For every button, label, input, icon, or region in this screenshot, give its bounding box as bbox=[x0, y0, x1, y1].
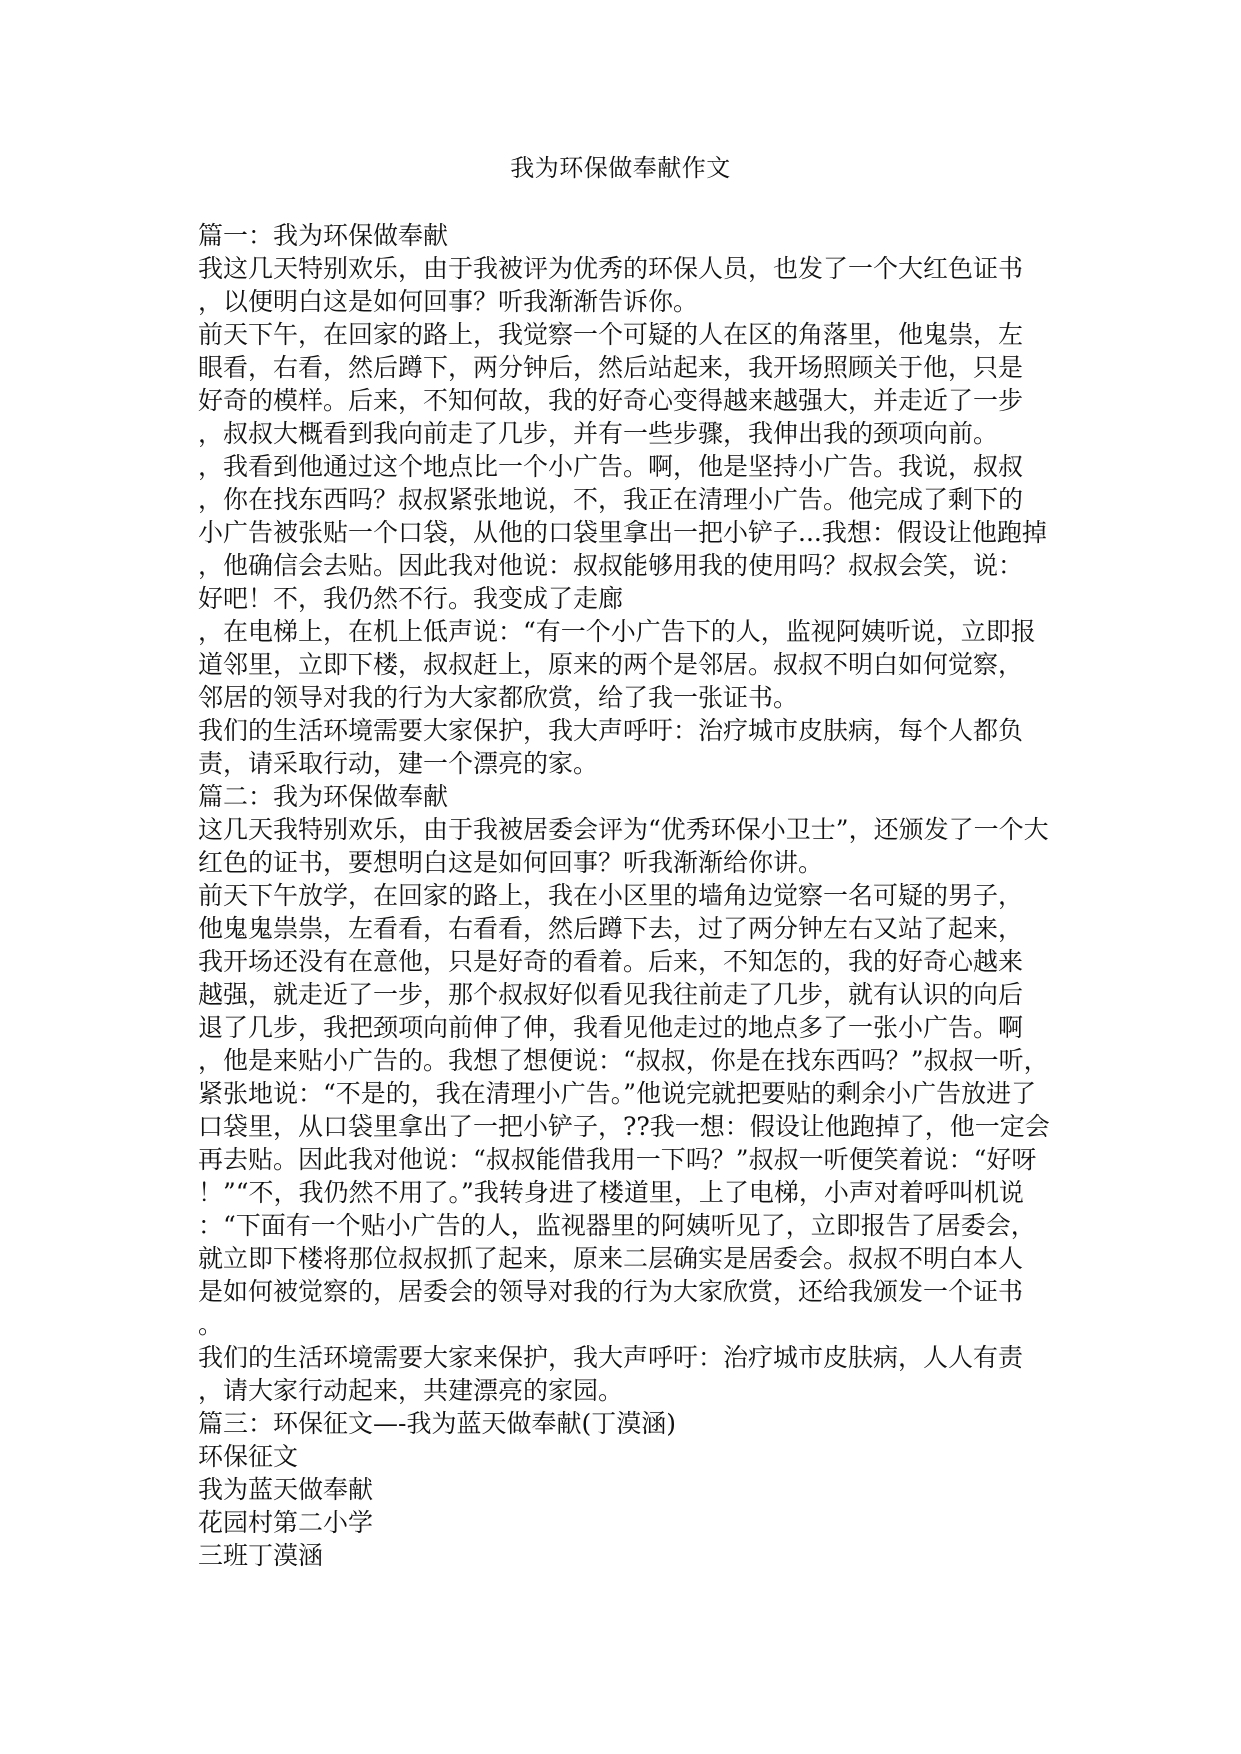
body-line: 退了几步，我把颈项向前伸了伸，我看见他走过的地点多了一张小广告。啊 bbox=[198, 1013, 1024, 1042]
body-line: 他鬼鬼祟祟，左看看，右看看，然后蹲下去，过了两分钟左右又站了起来， bbox=[198, 914, 1024, 943]
body-line: 好奇的模样。后来，不知何故，我的好奇心变得越来越强大，并走近了一步 bbox=[198, 386, 1024, 415]
body-line: 篇三：环保征文—-我为蓝天做奉献(丁漠涵) bbox=[198, 1409, 676, 1438]
body-line: 环保征文 bbox=[198, 1442, 299, 1471]
body-line: ，请大家行动起来，共建漂亮的家园。 bbox=[198, 1376, 624, 1405]
body-line: 红色的证书，要想明白这是如何回事？听我渐渐给你讲。 bbox=[198, 848, 824, 877]
body-line: 好吧！不，我仍然不行。我变成了走廊 bbox=[198, 584, 624, 613]
body-line: 眼看，右看，然后蹲下，两分钟后，然后站起来，我开场照顾关于他，只是 bbox=[198, 353, 1024, 382]
body-line: 道邻里，立即下楼，叔叔赶上，原来的两个是邻居。叔叔不明白如何觉察， bbox=[198, 650, 1024, 679]
body-line: 我这几天特别欢乐，由于我被评为优秀的环保人员，也发了一个大红色证书 bbox=[198, 254, 1024, 283]
body-line: 就立即下楼将那位叔叔抓了起来，原来二层确实是居委会。叔叔不明白本人 bbox=[198, 1244, 1024, 1273]
body-line: 我们的生活环境需要大家来保护，我大声呼吁：治疗城市皮肤病，人人有责 bbox=[198, 1343, 1024, 1372]
body-line: 邻居的领导对我的行为大家都欣赏，给了我一张证书。 bbox=[198, 683, 799, 712]
body-line: ，我看到他通过这个地点比一个小广告。啊，他是坚持小广告。我说，叔叔 bbox=[198, 452, 1024, 481]
document-body bbox=[198, 219, 1058, 1572]
body-line: ，在电梯上，在机上低声说：“有一个小广告下的人，监视阿姨听说，立即报 bbox=[198, 617, 1036, 646]
body-line: 我为蓝天做奉献 bbox=[198, 1475, 374, 1504]
body-line: 三班丁漠涵 bbox=[198, 1541, 324, 1570]
body-line: 紧张地说：“不是的，我在清理小广告。”他说完就把要贴的剩余小广告放进了 bbox=[198, 1079, 1037, 1108]
body-line: 我开场还没有在意他，只是好奇的看着。后来，不知怎的，我的好奇心越来 bbox=[198, 947, 1024, 976]
body-line: 篇一：我为环保做奉献 bbox=[198, 221, 449, 250]
body-line: 是如何被觉察的，居委会的领导对我的行为大家欣赏，还给我颁发一个证书 bbox=[198, 1277, 1024, 1306]
document-title: 我为环保做奉献作文 bbox=[510, 154, 731, 182]
body-line: 小广告被张贴一个口袋，从他的口袋里拿出一把小铲子...我想：假设让他跑掉 bbox=[198, 518, 1047, 547]
body-line: 前天下午放学，在回家的路上，我在小区里的墙角边觉察一名可疑的男子， bbox=[198, 881, 1024, 910]
body-line: 。 bbox=[198, 1310, 224, 1339]
body-line: ，他确信会去贴。因此我对他说：叔叔能够用我的使用吗？叔叔会笑，说： bbox=[198, 551, 1024, 580]
body-line: ，叔叔大概看到我向前走了几步，并有一些步骤，我伸出我的颈项向前。 bbox=[198, 419, 999, 448]
body-line: ，以便明白这是如何回事？听我渐渐告诉你。 bbox=[198, 287, 699, 316]
body-line: 越强，就走近了一步，那个叔叔好似看见我往前走了几步，就有认识的向后 bbox=[198, 980, 1024, 1009]
body-line: 再去贴。因此我对他说：“叔叔能借我用一下吗？”叔叔一听便笑着说：“好呀 bbox=[198, 1145, 1037, 1174]
body-line: ：“下面有一个贴小广告的人，监视器里的阿姨听见了，立即报告了居委会， bbox=[198, 1211, 1036, 1240]
body-line: 花园村第二小学 bbox=[198, 1508, 374, 1537]
body-line: 这几天我特别欢乐，由于我被居委会评为“优秀环保小卫士”，还颁发了一个大 bbox=[198, 815, 1049, 844]
body-line: 篇二：我为环保做奉献 bbox=[198, 782, 449, 811]
body-line: ！”“不，我仍然不用了。”我转身进了楼道里，上了电梯，小声对着呼叫机说 bbox=[198, 1178, 1024, 1207]
body-line: 责，请采取行动，建一个漂亮的家。 bbox=[198, 749, 599, 778]
body-line: ，你在找东西吗？叔叔紧张地说，不，我正在清理小广告。他完成了剩下的 bbox=[198, 485, 1024, 514]
body-line: 前天下午，在回家的路上，我觉察一个可疑的人在区的角落里，他鬼祟，左 bbox=[198, 320, 1024, 349]
body-line: 我们的生活环境需要大家保护，我大声呼吁：治疗城市皮肤病，每个人都负 bbox=[198, 716, 1024, 745]
body-line: ，他是来贴小广告的。我想了想便说：“叔叔，你是在找东西吗？”叔叔一听， bbox=[198, 1046, 1049, 1075]
body-line: 口袋里，从口袋里拿出了一把小铲子，??我一想：假设让他跑掉了，他一定会 bbox=[198, 1112, 1050, 1141]
